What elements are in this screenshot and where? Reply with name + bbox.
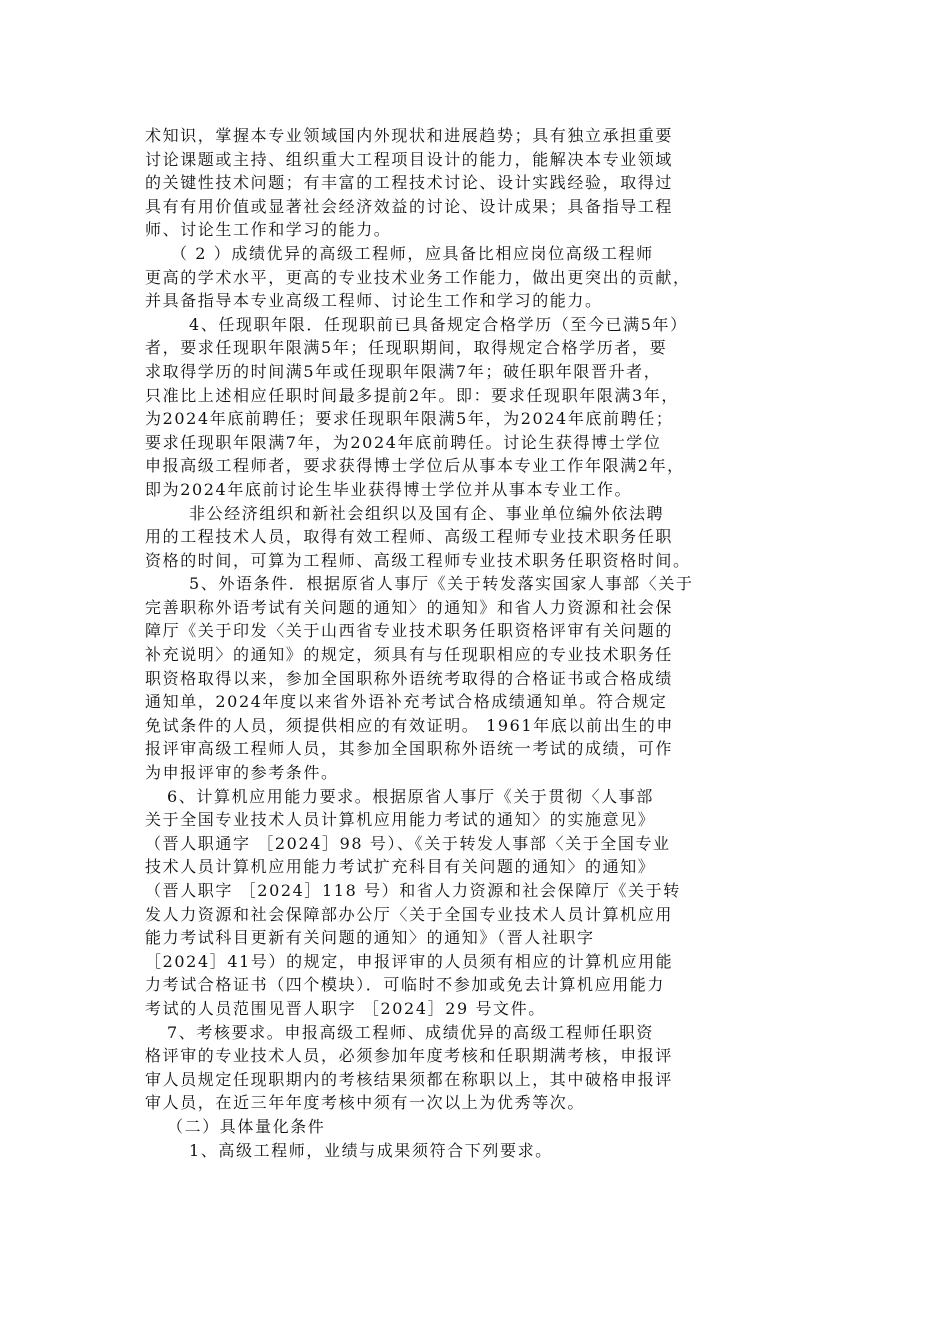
text-line: 只准比上述相应任职时间最多提前2年。即：要求任现职年限满3年， bbox=[145, 385, 679, 405]
text-line: 1、高级工程师，业绩与成果须符合下列要求。 bbox=[189, 1140, 553, 1160]
text-line: 报评审高级工程师人员，其参加全国职称外语统一考试的成绩，可作 bbox=[145, 739, 674, 759]
text-line: 补充说明〉的通知》的规定，须具有与任现职相应的专业技术职务任 bbox=[145, 645, 674, 665]
text-line: （晋人职通字 ［2024］98 号）、《关于转发人事部〈关于全国专业 bbox=[145, 833, 671, 853]
text-line: 审人员，在近三年年度考核中须有一次以上为优秀等次。 bbox=[145, 1093, 586, 1113]
text-line: 更高的学术水平，更高的专业技术业务工作能力，做出更突出的贡献， bbox=[145, 267, 691, 287]
text-line: 讨论课题或主持、组织重大工程项目设计的能力，能解决本专业领域 bbox=[145, 149, 674, 169]
text-line: 用的工程技术人员，取得有效工程师、高级工程师专业技术职务任职 bbox=[145, 527, 674, 547]
text-line: 力考试合格证书（四个模块）．可临时不参加或免去计算机应用能力 bbox=[145, 975, 666, 995]
text-line: 完善职称外语考试有关问题的通知〉的通知》和省人力资源和社会保 bbox=[145, 597, 674, 617]
text-line: 4、任现职年限．任现职前已具备规定合格学历（至今已满5年） bbox=[189, 314, 688, 334]
text-line: 非公经济组织和新社会组织以及国有企、事业单位编外依法聘 bbox=[189, 503, 665, 523]
text-line: 为2024年底前聘任；要求任现职年限满5年，为2024年底前聘任； bbox=[145, 409, 674, 429]
text-line: 技术人员计算机应用能力考试扩充科目有关问题的通知〉的通知》 bbox=[145, 857, 656, 877]
text-line: 者，要求任现职年限满5年；任现职期间，取得规定合格学历者，要 bbox=[145, 338, 668, 358]
text-line: 6、计算机应用能力要求。根据原省人事厅《关于贯彻〈人事部 bbox=[167, 786, 654, 806]
text-line: 的关键性技术问题；有丰富的工程技术讨论、设计实践经验，取得过 bbox=[145, 173, 674, 193]
text-line: 职资格取得以来，参加全国职称外语统考取得的合格证书或合格成绩 bbox=[145, 668, 674, 688]
text-line: 求取得学历的时间满5年或任现职年限满7年；破任职年限晋升者， bbox=[145, 361, 662, 381]
text-line: 关于全国专业技术人员计算机应用能力考试的通知〉的实施意见》 bbox=[145, 810, 656, 830]
text-line: 术知识，掌握本专业领域国内外现状和进展趋势；具有独立承担重要 bbox=[145, 126, 674, 145]
text-line: ［2024］41号）的规定，申报评审的人员须有相应的计算机应用能 bbox=[145, 951, 674, 971]
text-line: 免试条件的人员，须提供相应的有效证明。 1961年底以前出生的申 bbox=[145, 715, 675, 735]
text-line: 资格的时间，可算为工程师、高级工程师专业技术职务任职资格时间。 bbox=[145, 550, 691, 570]
text-line: 发人力资源和社会保障部办公厅〈关于全国专业技术人员计算机应用 bbox=[145, 904, 674, 924]
text-line: 具有有用价值或显著社会经济效益的讨论、设计成果；具备指导工程 bbox=[145, 196, 674, 216]
text-line: 考试的人员范围见晋人职字 ［2024］29 号文件。 bbox=[145, 998, 546, 1018]
text-line: 5、外语条件．根据原省人事厅《关于转发落实国家人事部〈关于 bbox=[189, 574, 694, 594]
text-line: 格评审的专业技术人员，必须参加年度考核和任职期满考核，申报评 bbox=[145, 1046, 674, 1066]
text-line: 为申报评审的参考条件。 bbox=[145, 763, 339, 783]
document-body bbox=[145, 124, 825, 1162]
text-line: 通知单，2024年度以来省外语补充考试合格成绩通知单。符合规定 bbox=[145, 692, 668, 712]
text-line: 申报高级工程师者，要求获得博士学位后从事本专业工作年限满2年， bbox=[145, 456, 685, 476]
text-line: 审人员规定任现职期内的考核结果须都在称职以上，其中破格申报评 bbox=[145, 1069, 674, 1089]
text-line: 7、考核要求。申报高级工程师、成绩优异的高级工程师任职资 bbox=[167, 1022, 654, 1042]
text-line: （二）具体量化条件 bbox=[167, 1116, 326, 1136]
text-line: （ 2 ）成绩优异的高级工程师，应具备比相应岗位高级工程师 bbox=[171, 243, 654, 263]
text-line: （晋人职字 ［2024］118 号）和省人力资源和社会保障厅《关于转 bbox=[145, 881, 681, 900]
text-line: 障厅《关于印发〈关于山西省专业技术职务任职资格评审有关问题的 bbox=[145, 621, 674, 641]
text-line: 能力考试科目更新有关问题的通知〉的通知》（晋人社职字 bbox=[145, 928, 595, 948]
text-line: 即为2024年底前讨论生毕业获得博士学位并从事本专业工作。 bbox=[145, 479, 633, 499]
text-line: 师、讨论生工作和学习的能力。 bbox=[145, 220, 392, 240]
text-line: 并具备指导本专业高级工程师、讨论生工作和学习的能力。 bbox=[145, 291, 603, 311]
text-line: 要求任现职年限满7年，为2024年底前聘任。讨论生获得博士学位 bbox=[145, 432, 662, 452]
